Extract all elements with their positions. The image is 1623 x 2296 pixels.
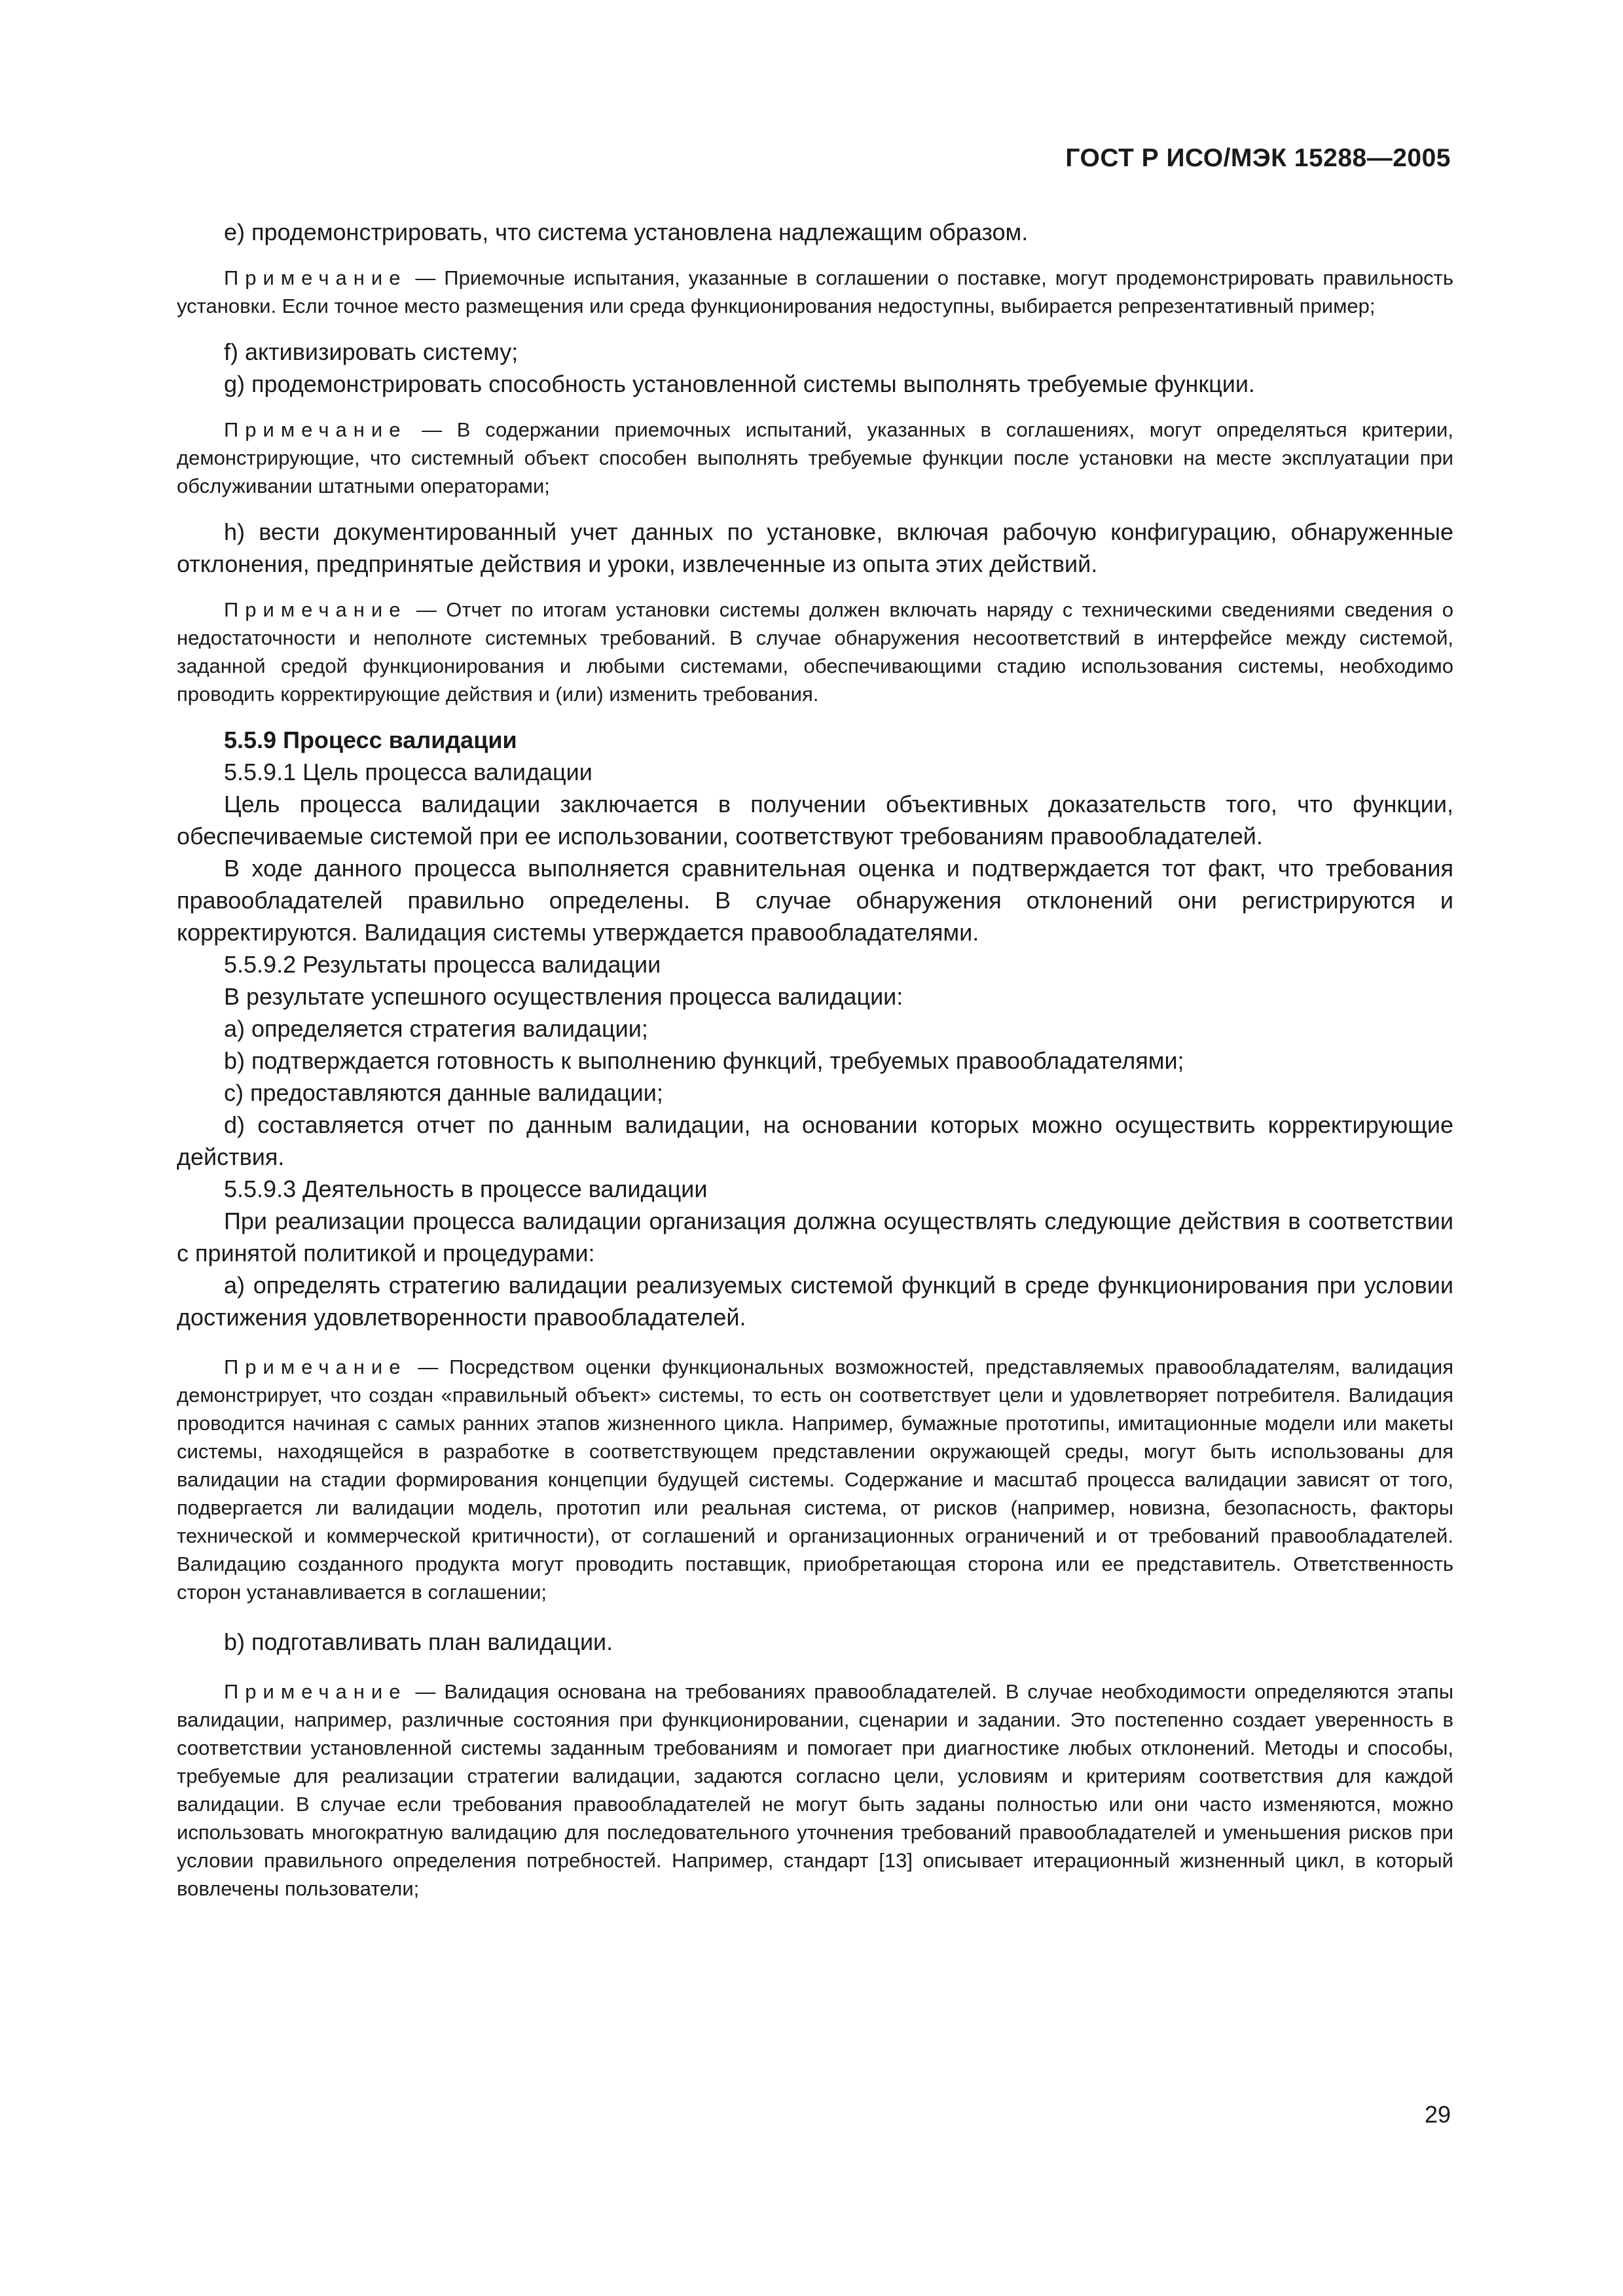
note-3 — [177, 596, 1453, 708]
paragraph-item-g: g) продемонстрировать способность установленной системы выполнять требуемые функции. — [224, 370, 1255, 397]
note-text: — Отчет по итогам установки системы должен включать наряду с техническими сведениями сведения о недостаточности и неполноте системных требований. В случае обнаружения несоответствий в интерфейсе между системой, заданной средой функционирования и любыми системами, обеспечивающими стадию использования системы, необходимо проводить корректирующие действия и (или) изменить требования. — [177, 598, 1453, 706]
note-text: — Валидация основана на требованиях правообладателей. В случае необходимости определяются этапы валидации, например, различные состояния при функционировании, сценарии и задании. Это постепенно создает уверенность в соответствии установленной системы заданным требованиям и помогает при диагностике любых отклонений. Методы и способы, требуемые для реализации стратегии валидации, задаются согласно цели, условиям и критериям соответствия для каждой валидации. В случае если требования правообладателей не могут быть заданы полностью или они часто изменяются, можно использовать многократную валидацию для последовательного уточнения требований правообладателей и уменьшения рисков при условии правильного определения потребностей. Например, стандарт [13] описывает итерационный жизненный цикл, в который вовлечены пользователи; — [177, 1680, 1453, 1900]
note-label: Примечание — [224, 1355, 407, 1378]
note-1 — [177, 264, 1453, 320]
note-label: Примечание — [224, 598, 407, 621]
document-header: ГОСТ Р ИСО/МЭК 15288—2005 — [1065, 144, 1451, 172]
activity-item-b: b) подготавливать план валидации. — [224, 1628, 613, 1655]
note-label: Примечание — [224, 1680, 407, 1703]
result-item-a: а) определяется стратегия валидации; — [224, 1015, 648, 1042]
note-text: — В содержании приемочных испытаний, указанных в соглашениях, могут определяться критерии, демонстрирующие, что системный объект способен выполнять требуемые функции после установки на месте эксплуатации при обслуживании штатными операторами; — [177, 418, 1453, 497]
subsection-heading-5-5-9-1: 5.5.9.1 Цель процесса валидации — [224, 759, 593, 785]
paragraph-process: В ходе данного процесса выполняется сравнительная оценка и подтверждается тот факт, что требования правообладателей правильно определены. В случае обнаружения отклонений они регистрируются и корректируются. Валидация системы утверждается правообладателями. — [177, 855, 1453, 946]
note-5 — [177, 1677, 1453, 1903]
paragraph-activity: При реализации процесса валидации организация должна осуществлять следующие действия в соответствии с принятой политикой и процедурами: — [177, 1208, 1453, 1266]
note-text: — Приемочные испытания, указанные в соглашении о поставке, могут продемонстрировать правильность установки. Если точное место размещения или среда функционирования недоступны, выбирается репрезентативный пример; — [177, 266, 1453, 317]
result-item-d: d) составляется отчет по данным валидации, на основании которых можно осуществить корректирующие действия. — [177, 1111, 1453, 1170]
document-body — [177, 216, 1453, 1903]
note-label: Примечание — [224, 418, 407, 441]
paragraph-item-h: h) вести документированный учет данных по установке, включая рабочую конфигурацию, обнаруженные отклонения, предпринятые действия и уроки, извлеченные из опыта этих действий. — [177, 518, 1453, 577]
activity-item-a: а) определять стратегию валидации реализуемых системой функций в среде функционирования при условии достижения удовлетворенности правообладателей. — [177, 1272, 1453, 1331]
note-4 — [177, 1353, 1453, 1606]
note-label: Примечание — [224, 266, 407, 289]
result-item-c: с) предоставляются данные валидации; — [224, 1079, 663, 1106]
paragraph-item-e: е) продемонстрировать, что система установлена надлежащим образом. — [224, 219, 1029, 245]
page-number: 29 — [1424, 2101, 1451, 2128]
result-item-b: b) подтверждается готовность к выполнению функций, требуемых правообладателями; — [224, 1047, 1184, 1074]
note-2 — [177, 416, 1453, 500]
paragraph-goal: Цель процесса валидации заключается в получении объективных доказательств того, что функции, обеспечиваемые системой при ее использовании, соответствуют требованиям правообладателей. — [177, 791, 1453, 850]
note-text: — Посредством оценки функциональных возможностей, представляемых правообладателям, валидация демонстрирует, что создан «правильный объект» системы, то есть он соответствует цели и удовлетворяет потребителя. Валидация проводится начиная с самых ранних этапов жизненного цикла. Например, бумажные прототипы, имитационные модели или макеты системы, находящейся в разработке в соответствующем представлении окружающей среды, могут быть использованы для валидации на стадии формирования концепции будущей системы. Содержание и масштаб процесса валидации зависят от того, подвергается ли валидации модель, прототип или реальная система, от рисков (например, новизна, безопасность, факторы технической и коммерческой критичности), от соглашений и организационных ограничений и от требований правообладателей. Валидацию созданного продукта могут проводить поставщик, приобретающая сторона или ее представитель. Ответственность сторон устанавливается в соглашении; — [177, 1355, 1453, 1604]
subsection-heading-5-5-9-3: 5.5.9.3 Деятельность в процессе валидации — [224, 1175, 708, 1202]
section-heading-5-5-9: 5.5.9 Процесс валидации — [224, 726, 517, 753]
paragraph-item-f: f) активизировать систему; — [224, 338, 519, 365]
paragraph-results: В результате успешного осуществления процесса валидации: — [224, 983, 903, 1010]
subsection-heading-5-5-9-2: 5.5.9.2 Результаты процесса валидации — [224, 951, 661, 978]
